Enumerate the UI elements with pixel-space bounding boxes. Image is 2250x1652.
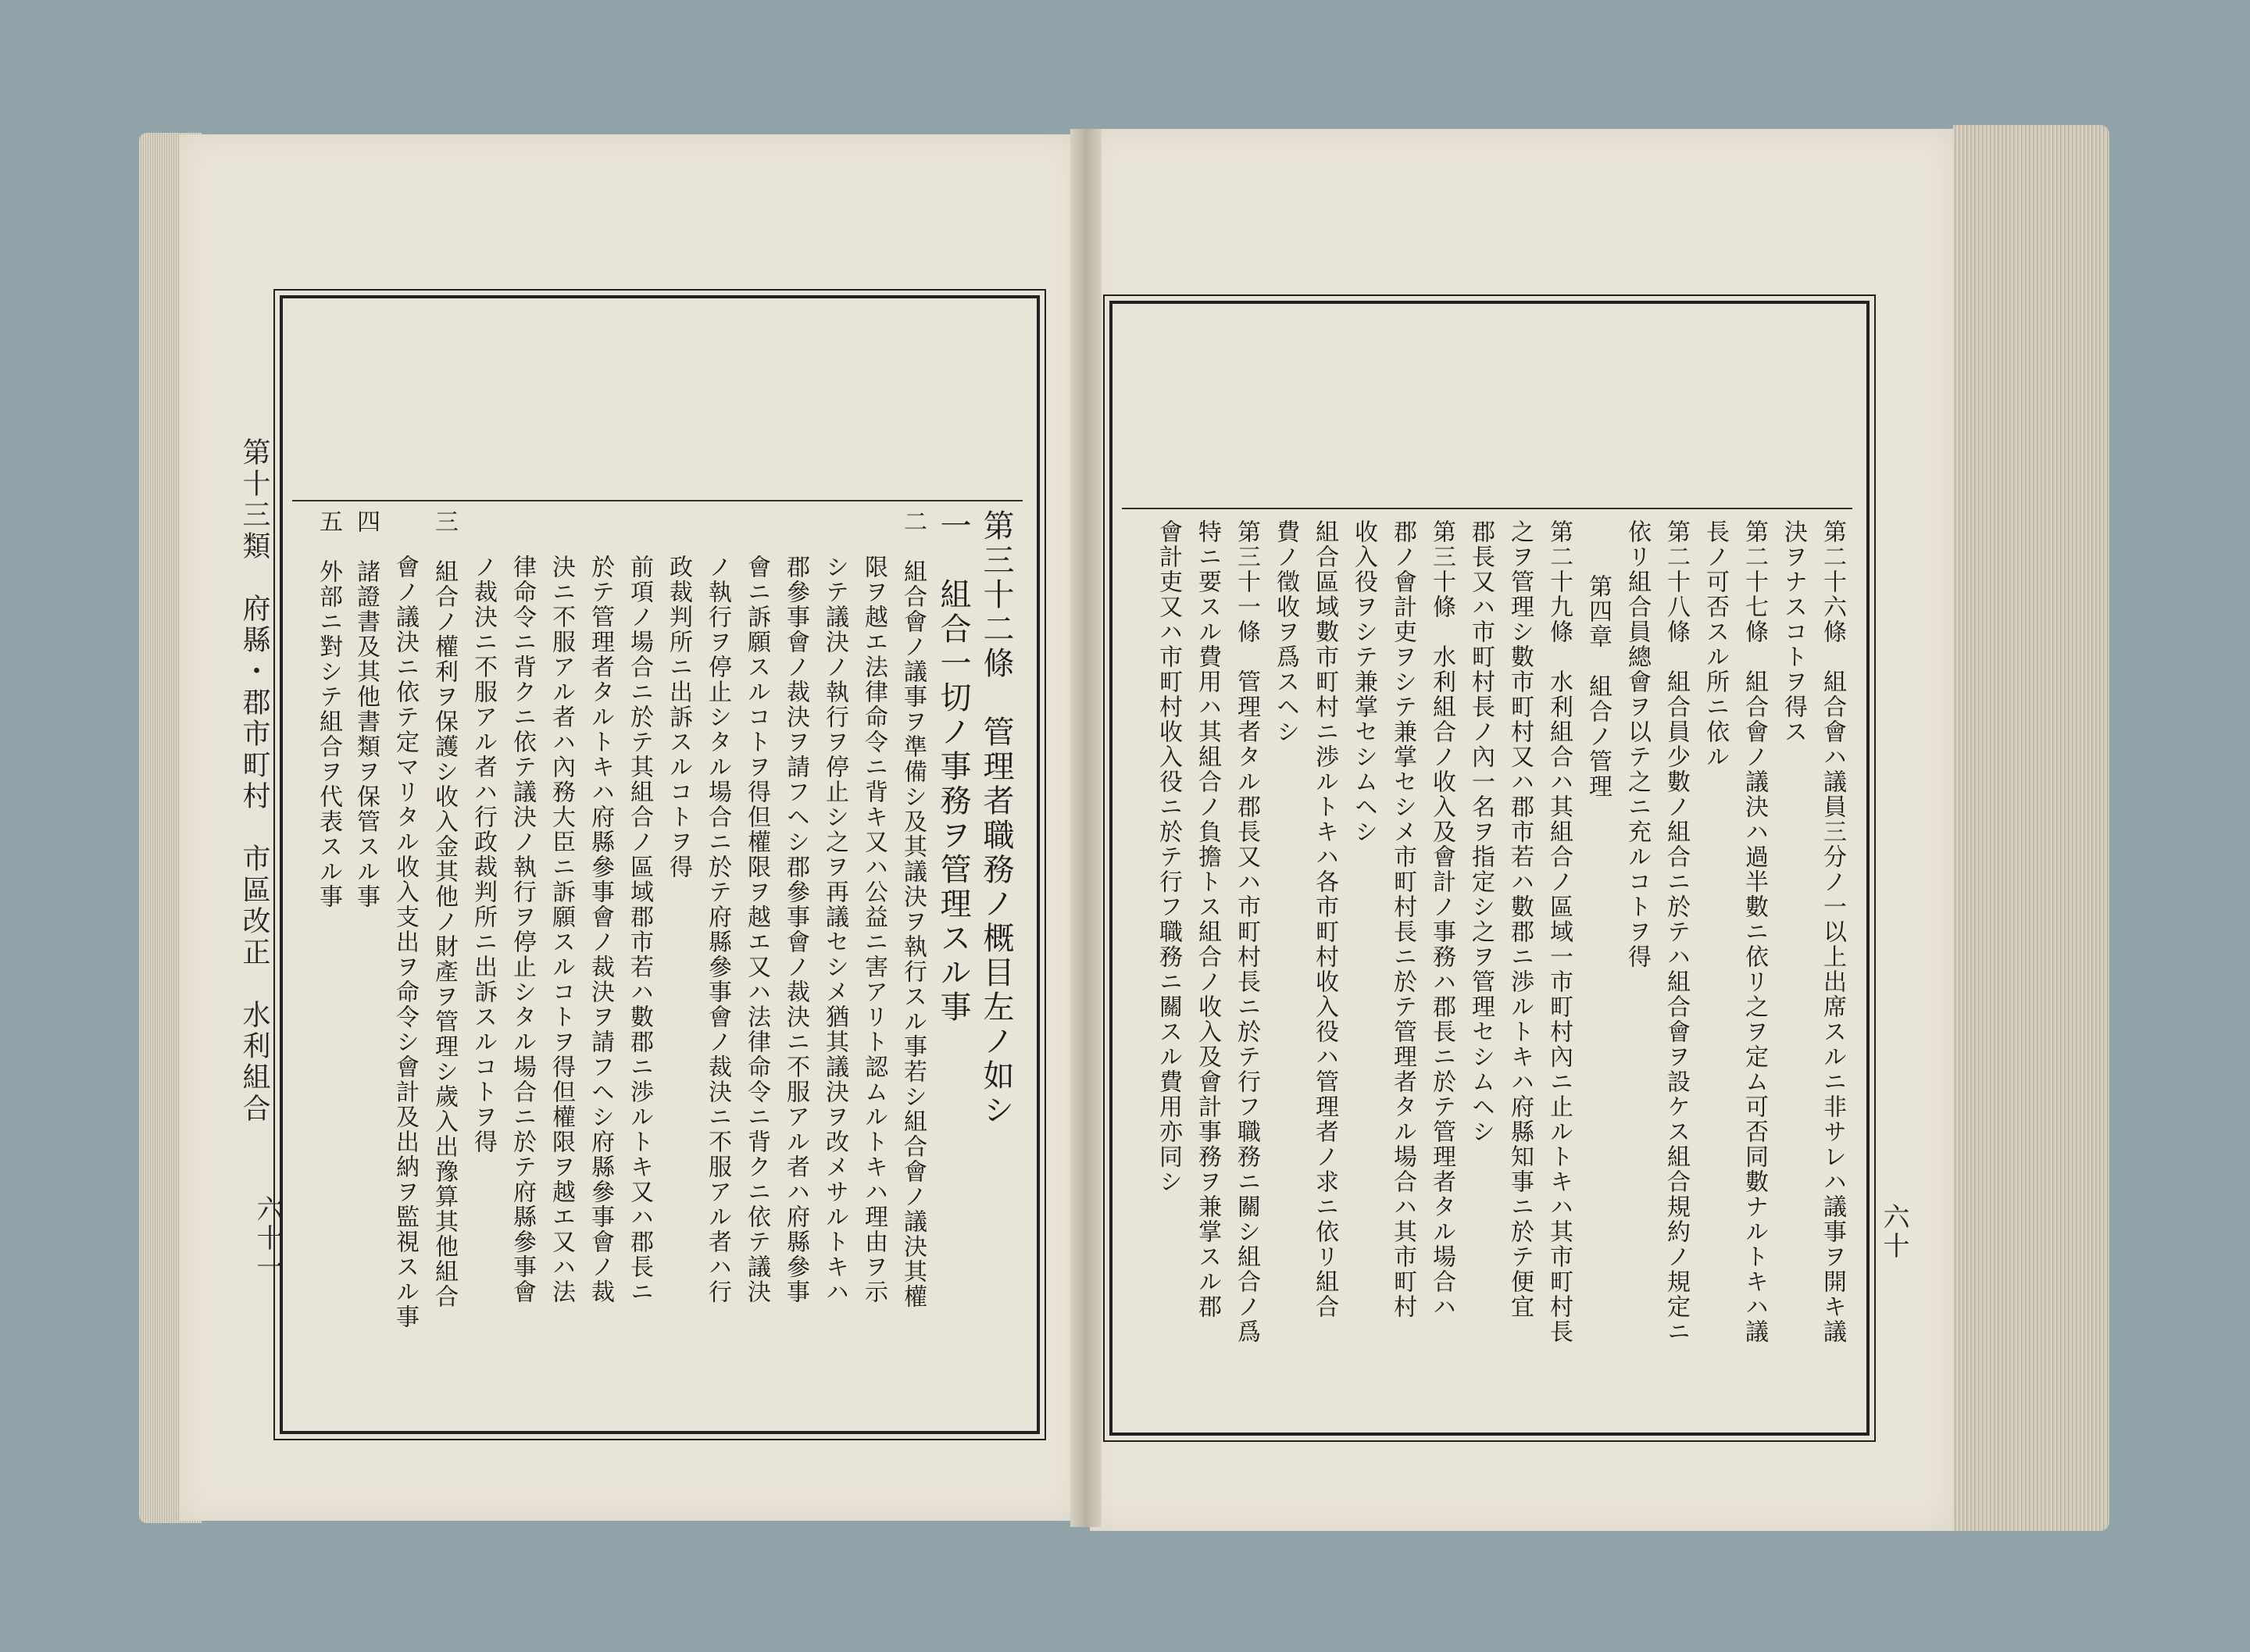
text-column: 政裁判所ニ出訴スルコトヲ得: [665, 555, 692, 880]
text-column: ノ執行ヲ停止シタル場合ニ於テ府縣參事會ノ裁決ニ不服アル者ハ行: [704, 555, 731, 1304]
text-column: 第三十一條 管理者タル郡長又ハ市町村長ニ於テ行フ職務ニ關シ組合ノ爲: [1233, 519, 1260, 1344]
text-column: 五 外部ニ對シテ組合ヲ代表スル事: [315, 509, 342, 909]
text-column: 第四章 組合ノ管理: [1584, 574, 1612, 799]
text-column: 會計吏又ハ市町村收入役ニ於テ行フ職務ニ關スル費用亦同シ: [1155, 519, 1182, 1194]
text-column: 一 組合一切ノ事務ヲ管理スル事: [935, 509, 971, 1025]
left-page-number: 六十一: [252, 1195, 283, 1282]
text-column: 第二十七條 組合會ノ議決ハ過半數ニ依リ之ヲ定ム可否同數ナルトキハ議: [1741, 519, 1768, 1344]
text-column: 第二十六條 組合會ハ議員三分ノ一以上出席スルニ非サレハ議事ヲ開キ議: [1819, 519, 1846, 1344]
running-head: 第十三類 府縣・郡市町村 市區改正 水利組合: [238, 437, 270, 1125]
left-head-rule: [292, 500, 1023, 501]
text-column: 三 組合ノ權利ヲ保護シ收入金其他ノ財產ヲ管理シ歲入出豫算其他組合: [430, 509, 458, 1309]
text-column: 於テ管理者タルトキハ府縣參事會ノ裁決ヲ請フヘシ府縣參事會ノ裁: [587, 555, 614, 1304]
text-column: 特ニ要スル費用ハ其組合ノ負擔トス組合ノ收入及會計事務ヲ兼掌スル郡: [1194, 519, 1221, 1319]
right-page-number: 六十: [1878, 1203, 1909, 1261]
text-column: 第二十九條 水利組合ハ其組合ノ區域一市町村內ニ止ルトキハ其市町村長: [1545, 519, 1573, 1344]
text-column: 收入役ヲシテ兼掌セシムヘシ: [1350, 519, 1377, 844]
text-column: 之ヲ管理シ數市町村又ハ郡市若ハ數郡ニ渉ルトキハ府縣知事ニ於テ便宜: [1506, 519, 1534, 1319]
text-column: 前項ノ場合ニ於テ其組合ノ區域郡市若ハ數郡ニ渉ルトキ又ハ郡長ニ: [626, 555, 653, 1304]
text-column: 決ニ不服アル者ハ內務大臣ニ訴願スルコトヲ得但權限ヲ越エ又ハ法: [548, 555, 575, 1304]
text-column: ノ裁決ニ不服アル者ハ行政裁判所ニ出訴スルコトヲ得: [470, 555, 497, 1154]
right-page-edges: [1953, 125, 2109, 1531]
text-column: 第二十八條 組合員少數ノ組合ニ於テハ組合會ヲ設ケス組合規約ノ規定ニ: [1662, 519, 1690, 1344]
text-column: 會ノ議決ニ依テ定マリタル收入支出ヲ命令シ會計及出納ヲ監視スル事: [391, 555, 419, 1329]
text-column: 郡參事會ノ裁決ヲ請フヘシ郡參事會ノ裁決ニ不服アル者ハ府縣參事: [782, 555, 809, 1304]
text-column: 會ニ訴願スルコトヲ得但權限ヲ越エ又ハ法律命令ニ背クニ依テ議決: [743, 555, 770, 1304]
text-column: 決ヲナスコトヲ得ス: [1780, 519, 1807, 744]
text-column: シテ議決ノ執行ヲ停止シ之ヲ再議セシメ猶其議決ヲ改メサルトキハ: [821, 555, 848, 1304]
book-gutter: [1070, 129, 1102, 1527]
text-column: 長ノ可否スル所ニ依ル: [1702, 519, 1729, 769]
text-column: 二 組合會ノ議事ヲ準備シ及其議決ヲ執行スル事若シ組合會ノ議決其權: [899, 509, 927, 1309]
text-column: 第三十二條 管理者職務ノ概目左ノ如シ: [978, 509, 1014, 1128]
text-column: 依リ組合員總會ヲ以テ之ニ充ルコトヲ得: [1623, 519, 1651, 969]
text-column: 限ヲ越エ法律命令ニ背キ又ハ公益ニ害アリト認ムルトキハ理由ヲ示: [860, 555, 888, 1304]
text-column: 郡ノ會計吏ヲシテ兼掌セシメ市町村長ニ於テ管理者タル場合ハ其市町村: [1389, 519, 1416, 1319]
text-column: 第三十條 水利組合ノ收入及會計ノ事務ハ郡長ニ於テ管理者タル場合ハ: [1428, 519, 1455, 1319]
text-column: 律命令ニ背クニ依テ議決ノ執行ヲ停止シタル場合ニ於テ府縣參事會: [509, 555, 536, 1304]
text-column: 郡長又ハ市町村長ノ內一名ヲ指定シ之ヲ管理セシムヘシ: [1467, 519, 1495, 1144]
right-head-rule: [1122, 508, 1852, 509]
text-column: 四 諸證書及其他書類ヲ保管スル事: [352, 509, 380, 909]
text-column: 組合區域數市町村ニ渉ルトキハ各市町村收入役ハ管理者ノ求ニ依リ組合: [1311, 519, 1338, 1319]
text-column: 費ノ徵收ヲ爲スヘシ: [1272, 519, 1299, 744]
